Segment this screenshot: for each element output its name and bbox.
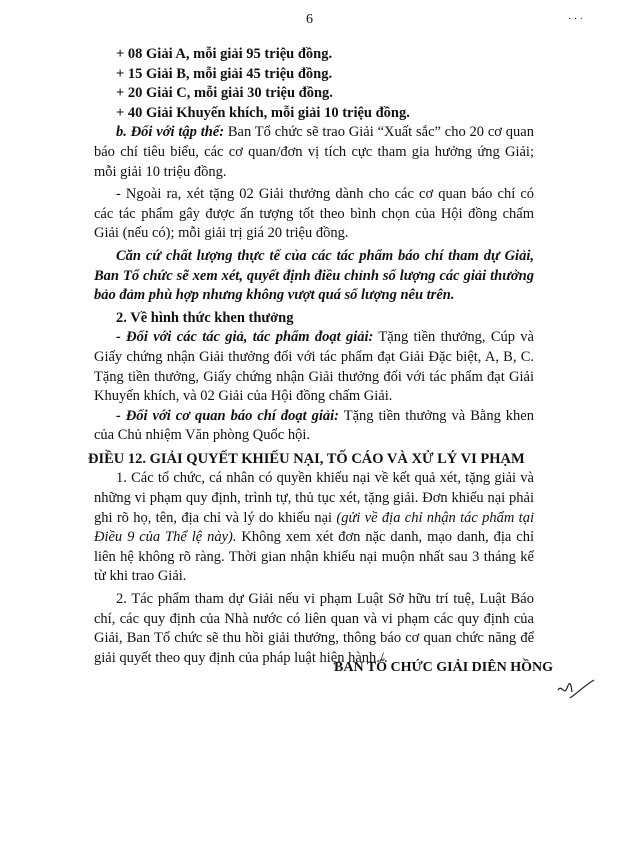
section-2-title: 2. Về hình thức khen thưởng [116,309,294,326]
paragraph-collective-awards [94,123,534,182]
paragraph-additional-awards: - Ngoài ra, xét tặng 02 Giải thưởng dành cho các cơ quan báo chí có các tác phẩm gây được ấn tượng tốt theo bình chọn của Hội đồng chấm Giải (nếu có); mỗi giải trị giá 20 triệu đồng. [94,186,534,242]
prize-line-c: + 20 Giải C, mỗi giải 30 triệu đồng. [116,85,333,102]
page-number: 6 [306,12,313,27]
prize-line-encouragement: + 40 Giải Khuyến khích, mỗi giải 10 triệu đồng. [116,104,410,121]
handwritten-signature [556,676,596,702]
paragraph-12-2: 2. Tác phẩm tham dự Giải nếu vi phạm Luật Sở hữu trí tuệ, Luật Báo chí, các quy định của Nhà nước có liên quan và vi phạm các quy định của Giải, Ban Tổ chức sẽ thu hồi giải thưởng, thông báo cơ quan chức năng để giải quyết theo quy định của pháp luật hiện hành./. [94,591,534,666]
para-12-1-italic: (gửi về địa chỉ nhận tác phẩm tại Điều 9 của Thể lệ này). [94,509,534,546]
authors-text: Tặng tiền thưởng, Cúp và Giấy chứng nhận Giải thưởng đối với tác phẩm đạt Giải Đặc biệt, A, B, C. Tặng tiền thưởng, Giấy chứng nhận Giải thưởng đối với tác phẩm đạt Giải Khuyến khích, và 02 Giải của Hội đồng chấm Giải. [94,329,534,405]
authors-lead: - Đối với các tác giả, tác phẩm đoạt giải: [116,329,374,346]
agencies-lead: - Đối với cơ quan báo chí đoạt giải: [116,407,340,424]
document-body [88,45,534,668]
para-12-1-after: Không xem xét đơn nặc danh, mạo danh, địa chỉ liên hệ không rõ ràng. Thời gian nhận khiếu nại muộn nhất sau 3 tháng kể từ khi trao Giải. [94,529,534,585]
collective-text: Ban Tổ chức sẽ trao Giải “Xuất sắc” cho 20 cơ quan báo chí tiêu biểu, các cơ quan/đơn vị tích cực tham gia hưởng ứng Giải; mỗi giải 10 triệu đồng. [94,124,534,180]
collective-lead: b. Đối với tập thể: [116,124,225,141]
article-12-title: ĐIỀU 12. GIẢI QUYẾT KHIẾU NẠI, TỐ CÁO VÀ XỬ LÝ VI PHẠM [88,450,525,467]
para-12-1-before: 1. Các tổ chức, cá nhân có quyền khiếu nại về kết quả xét, tặng giải và những vi phạm quy định, trình tự, thủ tục xét, tặng giải. Đơn khiếu nại phải ghi rõ họ, tên, địa chỉ và lý do khiếu nại [94,470,534,526]
prize-line-a: + 08 Giải A, mỗi giải 95 triệu đồng. [116,46,333,62]
agencies-text: Tặng tiền thưởng và Bằng khen của Chủ nhiệm Văn phòng Quốc hội. [94,407,534,444]
corner-marks: · · · [568,14,583,25]
paragraph-agencies-rewards [94,407,534,446]
prize-line-b: + 15 Giải B, mỗi giải 45 triệu đồng. [116,65,333,82]
paragraph-adjustment: Căn cứ chất lượng thực tế của các tác phẩm báo chí tham dự Giải, Ban Tổ chức sẽ xem xét, quyết định điều chỉnh số lượng các giải thưởng bảo đảm phù hợp nhưng không vượt quá số lượng nêu trên. [94,247,534,304]
paragraph-authors-rewards [94,328,534,406]
paragraph-12-1 [94,469,534,587]
signature-block: BAN TỔ CHỨC GIẢI DIÊN HỒNG [334,660,553,675]
